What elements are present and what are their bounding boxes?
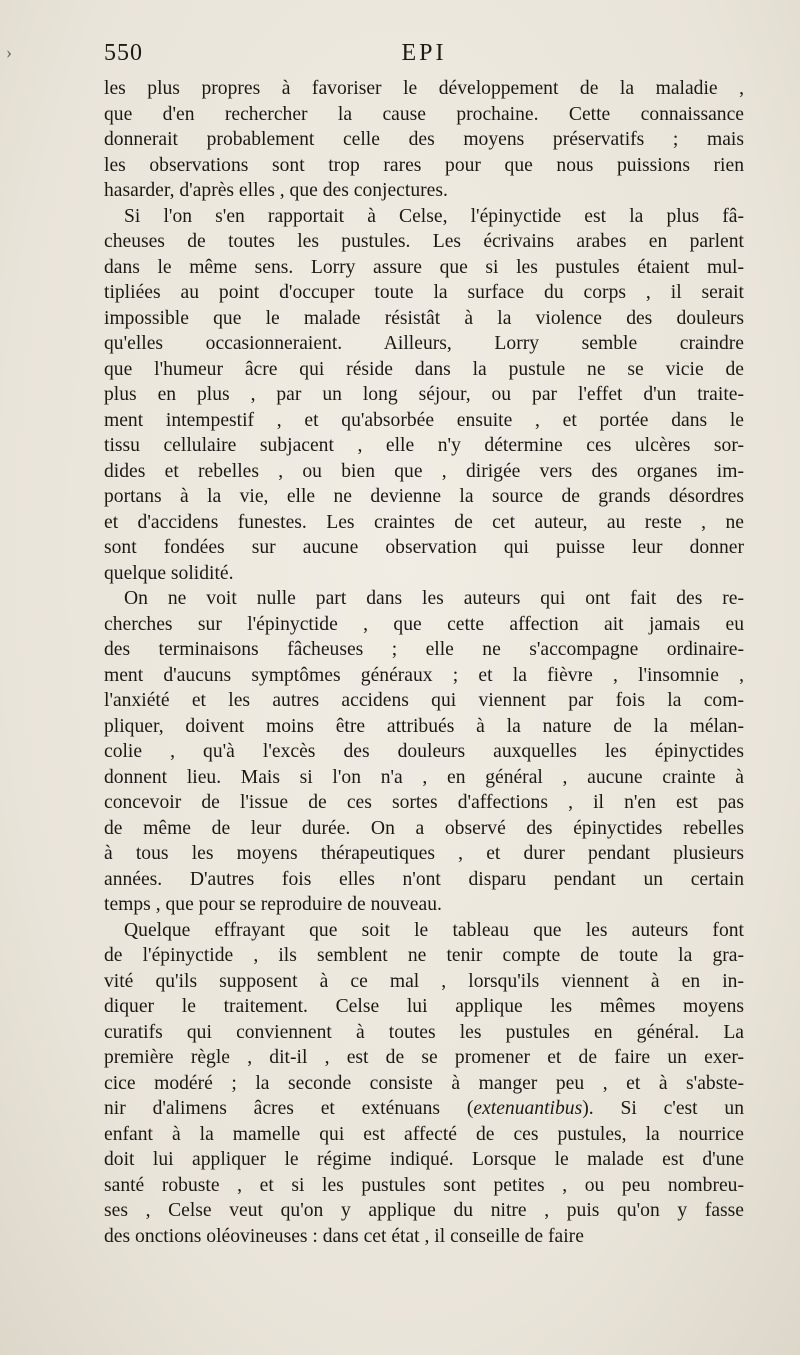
text-line: ses , Celse veut qu'on y applique du nitre , puis qu'on y fasse — [104, 1200, 744, 1221]
text-line: temps , que pour se reproduire de nouveau. — [104, 894, 442, 915]
text-line: doit lui appliquer le régime indiqué. Lorsque le malade est d'une — [104, 1149, 744, 1170]
text-line: cheuses de toutes les pustules. Les écrivains arabes en parlent — [104, 231, 744, 252]
paragraph — [104, 586, 744, 918]
text-line: vité qu'ils supposent à ce mal , lorsqu'ils viennent à en in- — [104, 970, 744, 992]
text-line: des terminaisons fâcheuses ; elle ne s'accompagne ordinaire- — [104, 639, 744, 660]
text-line: l'anxiété et les autres accidens qui viennent par fois la com- — [104, 690, 744, 711]
text-line: quelque solidité. — [104, 562, 234, 584]
page-number: 550 — [104, 40, 143, 66]
text-line: ment d'aucuns symptômes généraux ; et la fièvre , l'insomnie , — [104, 664, 744, 686]
text-line: qu'elles occasionneraient. Ailleurs, Lorry semble craindre — [104, 333, 744, 354]
text-line: diquer le traitement. Celse lui applique les mêmes moyens — [104, 996, 744, 1017]
text-line: dans le même sens. Lorry assure que si les pustules étaient mul- — [104, 256, 744, 278]
margin-mark: › — [6, 42, 12, 62]
text-line: à tous les moyens thérapeutiques , et durer pendant plusieurs — [104, 843, 744, 864]
text-line: pliquer, doivent moins être attribués à la nature de la mélan- — [104, 715, 744, 737]
paragraph — [104, 918, 744, 1250]
text-line: première règle , dit-il , est de se promener et de faire un exer- — [104, 1047, 744, 1068]
text-line: impossible que le malade résistât à la violence des douleurs — [104, 307, 744, 329]
text-line: de l'épinyctide , ils semblent ne tenir compte de toute la gra- — [104, 945, 744, 966]
text-line: de même de leur durée. On a observé des épinyctides rebelles — [104, 817, 744, 839]
text-line: concevoir de l'issue de ces sortes d'affections , il n'en est pas — [104, 792, 744, 813]
text-line: les observations sont trop rares pour que nous puissions rien — [104, 154, 744, 176]
text-line: Quelque effrayant que soit le tableau que les auteurs font — [124, 919, 744, 941]
text-line: les plus propres à favoriser le développement de la maladie , — [104, 78, 744, 99]
paragraph — [104, 204, 744, 587]
text-line: donnent lieu. Mais si l'on n'a , en général , aucune crainte à — [104, 766, 744, 788]
text-line: colie , qu'à l'excès des douleurs auxquelles les épinyctides — [104, 741, 744, 762]
text-line: et d'accidens funestes. Les craintes de cet auteur, au reste , ne — [104, 511, 744, 533]
text-line: On ne voit nulle part dans les auteurs qui ont fait des re- — [124, 588, 744, 609]
text-line: Si l'on s'en rapportait à Celse, l'épinyctide est la plus fâ- — [124, 205, 744, 227]
text-line: ment intempestif , et qu'absorbée ensuite , et portée dans le — [104, 409, 744, 431]
text-line: que d'en rechercher la cause prochaine. Cette connaissance — [104, 103, 744, 125]
text-line: donnerait probablement celle des moyens préservatifs ; mais — [104, 129, 744, 150]
text-line: enfant à la mamelle qui est affecté de ces pustules, la nourrice — [104, 1123, 744, 1145]
text-line: cherches sur l'épinyctide , que cette affection ait jamais eu — [104, 613, 744, 635]
text-line: tipliées au point d'occuper toute la surface du corps , il serait — [104, 282, 744, 303]
text-line: tissu cellulaire subjacent , elle n'y détermine ces ulcères sor- — [104, 435, 744, 456]
text-line: hasarder, d'après elles , que des conjectures. — [104, 180, 448, 201]
latin-term: extenuantibus — [473, 1098, 583, 1119]
text-line: années. D'autres fois elles n'ont disparu pendant un certain — [104, 868, 744, 890]
text-line: cice modéré ; la seconde consiste à manger peu , et à s'abste- — [104, 1072, 744, 1094]
text-line: santé robuste , et si les pustules sont petites , ou peu nombreu- — [104, 1174, 744, 1196]
text-line: des onctions oléovineuses : dans cet état , il conseille de faire — [104, 1225, 584, 1247]
page-header — [104, 40, 744, 74]
text-line: sont fondées sur aucune observation qui puisse leur donner — [104, 537, 744, 558]
body-text — [104, 76, 744, 1249]
text-line: portans à la vie, elle ne devienne la source de grands désordres — [104, 486, 744, 507]
paragraph — [104, 76, 744, 204]
text-line: curatifs qui conviennent à toutes les pustules en général. La — [104, 1021, 744, 1043]
text-line: dides et rebelles , ou bien que , dirigée vers des organes im- — [104, 460, 744, 482]
running-head: EPI — [401, 40, 447, 66]
text-line: nir d'alimens âcres et exténuans (extenuantibus). Si c'est un — [104, 1098, 745, 1119]
text-line: plus en plus , par un long séjour, ou par l'effet d'un traite- — [104, 384, 744, 405]
text-line: que l'humeur âcre qui réside dans la pustule ne se vicie de — [104, 358, 744, 380]
